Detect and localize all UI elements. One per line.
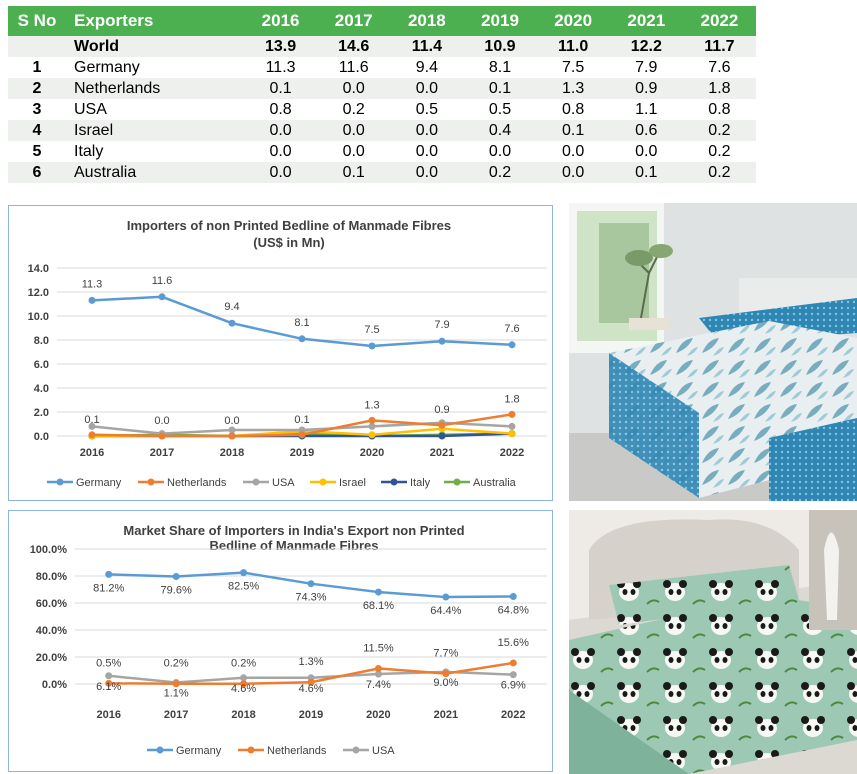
data-label-germany: 74.3% [295, 591, 327, 604]
cell-value: 1.8 [683, 78, 756, 99]
data-label-netherlands: 0.1 [84, 413, 100, 426]
data-label-germany: 68.1% [362, 600, 395, 613]
data-label-netherlands: 11.5% [363, 642, 394, 655]
data-point-netherlands [375, 665, 382, 672]
cell-sno [8, 36, 66, 57]
cell-value: 0.1 [244, 78, 317, 99]
y-tick-label: 12.0 [27, 287, 49, 299]
cell-exporter-name: Netherlands [66, 78, 244, 99]
cell-value: 0.0 [463, 141, 536, 162]
bedsheet-photo-blue-leaves [569, 203, 857, 501]
data-point-germany [369, 343, 376, 350]
cell-value: 0.0 [317, 78, 390, 99]
cell-value: 1.1 [610, 99, 683, 120]
y-tick-label: 0.0% [41, 679, 67, 691]
cell-value: 0.0 [390, 162, 463, 183]
data-label-netherlands: 0.0 [154, 415, 170, 427]
data-label-germany: 81.2% [93, 582, 125, 595]
y-tick-label: 8.0 [33, 335, 49, 347]
cell-value: 0.2 [683, 120, 756, 141]
cell-value: 0.9 [610, 78, 683, 99]
x-tick-label: 2019 [289, 447, 315, 459]
data-label-netherlands: 0.2% [163, 657, 189, 670]
x-tick-label: 2021 [429, 447, 455, 459]
cell-value: 0.5 [390, 99, 463, 120]
cell-value: 0.0 [610, 141, 683, 162]
x-tick-label: 2020 [359, 447, 385, 459]
cell-value: 0.0 [317, 141, 390, 162]
data-point-germany [510, 593, 517, 600]
data-point-germany [229, 320, 236, 327]
data-point-germany [105, 571, 112, 578]
data-point-germany [509, 341, 516, 348]
data-point-netherlands [89, 431, 96, 438]
x-tick-label: 2016 [79, 447, 105, 459]
header-year: 2017 [317, 6, 390, 36]
data-point-israel [509, 430, 516, 437]
cell-value: 0.0 [390, 78, 463, 99]
cell-value: 0.6 [610, 120, 683, 141]
cell-value: 11.4 [390, 36, 463, 57]
data-label-usa: 6.1% [96, 680, 122, 693]
data-label-netherlands: 1.3 [364, 399, 380, 412]
data-label-germany: 11.6 [151, 274, 173, 287]
cell-exporter-name: World [66, 36, 244, 57]
cell-value: 0.2 [683, 162, 756, 183]
data-point-germany [439, 338, 446, 345]
data-label-germany: 64.8% [497, 604, 529, 617]
x-tick-label: 2021 [433, 709, 459, 721]
data-label-netherlands: 15.6% [497, 636, 529, 649]
cell-value: 0.4 [463, 120, 536, 141]
data-point-netherlands [439, 422, 446, 429]
legend-marker-netherlands [148, 479, 155, 486]
cell-value: 0.2 [463, 162, 536, 183]
cell-sno: 3 [8, 99, 66, 120]
cell-sno: 6 [8, 162, 66, 183]
market-share-chart-panel [8, 510, 553, 772]
table-row [8, 162, 756, 183]
data-point-netherlands [299, 431, 306, 438]
cell-value: 0.0 [244, 162, 317, 183]
data-label-usa: 9.0% [433, 676, 459, 689]
x-tick-label: 2018 [219, 447, 245, 459]
cell-value: 10.9 [463, 36, 536, 57]
data-point-netherlands [510, 659, 517, 666]
cell-value: 0.2 [683, 141, 756, 162]
legend-marker-germany [57, 479, 64, 486]
legend-label-australia: Australia [473, 477, 516, 489]
legend-label-usa: USA [372, 745, 395, 757]
data-point-netherlands [509, 411, 516, 418]
data-point-israel [369, 431, 376, 438]
data-label-netherlands: 0.5% [96, 657, 122, 670]
table-row [8, 120, 756, 141]
data-point-germany [308, 580, 315, 587]
data-point-usa [510, 671, 517, 678]
cell-value: 11.0 [537, 36, 610, 57]
cell-exporter-name: Australia [66, 162, 244, 183]
chart-title: Importers of non Printed Bedline of Manmade Fibres [126, 218, 452, 233]
x-tick-label: 2017 [149, 447, 175, 459]
data-point-netherlands [159, 433, 166, 440]
x-tick-label: 2019 [298, 709, 324, 721]
table-header-row [8, 6, 756, 36]
y-tick-label: 6.0 [33, 359, 49, 371]
cell-value: 0.8 [683, 99, 756, 120]
data-label-germany: 79.6% [160, 584, 192, 597]
header-year: 2022 [683, 6, 756, 36]
cell-value: 9.4 [390, 57, 463, 78]
cell-value: 0.1 [537, 120, 610, 141]
data-point-usa [105, 672, 112, 679]
x-tick-label: 2020 [366, 709, 391, 721]
cell-value: 0.0 [244, 120, 317, 141]
y-tick-label: 4.0 [33, 383, 49, 395]
market-share-line-chart [9, 511, 552, 771]
cell-sno: 5 [8, 141, 66, 162]
cell-value: 0.8 [244, 99, 317, 120]
bedsheet-photo-panda [569, 510, 857, 774]
cell-value: 7.5 [537, 57, 610, 78]
data-point-germany [442, 594, 449, 601]
chart-subtitle: (US$ in Mn) [253, 235, 325, 250]
table-row-world [8, 36, 756, 57]
legend-marker-netherlands [248, 747, 255, 754]
data-point-italy [439, 433, 446, 440]
data-label-germany: 64.4% [430, 605, 462, 618]
cell-value: 0.2 [317, 99, 390, 120]
cell-value: 0.0 [317, 120, 390, 141]
x-tick-label: 2017 [163, 709, 189, 721]
cell-value: 0.0 [390, 141, 463, 162]
chart-title: Market Share of Importers in India's Export non Printed Bedline of Manmade Fibres [123, 523, 465, 553]
cell-value: 11.3 [244, 57, 317, 78]
y-tick-label: 20.0% [35, 652, 67, 664]
data-label-germany: 9.4 [224, 301, 240, 314]
header-sno: S No [8, 6, 66, 36]
data-label-germany: 7.9 [434, 319, 450, 332]
data-point-germany [173, 573, 180, 580]
cell-value: 0.1 [463, 78, 536, 99]
header-exporters: Exporters [66, 6, 244, 36]
legend-label-italy: Italy [410, 477, 431, 489]
data-point-netherlands [229, 433, 236, 440]
table-row [8, 57, 756, 78]
legend-label-netherlands: Netherlands [167, 477, 227, 489]
y-tick-label: 80.0% [35, 571, 67, 583]
table-row [8, 78, 756, 99]
legend-label-usa: USA [272, 477, 295, 489]
legend-marker-israel [320, 479, 327, 486]
data-point-usa [509, 423, 516, 430]
cell-exporter-name: USA [66, 99, 244, 120]
exporters-table [8, 6, 756, 183]
cell-sno: 4 [8, 120, 66, 141]
data-point-netherlands [173, 680, 180, 687]
table-row [8, 99, 756, 120]
chart-legend [147, 745, 395, 757]
data-label-usa: 4.6% [298, 682, 324, 695]
cell-value: 8.1 [463, 57, 536, 78]
cell-exporter-name: Israel [66, 120, 244, 141]
header-year: 2016 [244, 6, 317, 36]
legend-label-netherlands: Netherlands [267, 745, 327, 757]
x-tick-label: 2022 [501, 709, 526, 721]
cell-value: 0.0 [244, 141, 317, 162]
cell-exporter-name: Germany [66, 57, 244, 78]
cell-value: 11.7 [683, 36, 756, 57]
cell-value: 0.0 [537, 162, 610, 183]
header-year: 2018 [390, 6, 463, 36]
legend-label-germany: Germany [176, 745, 222, 757]
data-label-usa: 7.4% [365, 679, 391, 692]
y-tick-label: 10.0 [27, 311, 49, 323]
cell-sno: 1 [8, 57, 66, 78]
data-label-germany: 82.5% [227, 580, 260, 593]
header-year: 2019 [463, 6, 536, 36]
y-tick-label: 14.0 [27, 263, 49, 275]
data-point-germany [240, 569, 247, 576]
data-label-germany: 7.6 [504, 322, 520, 335]
cell-value: 0.1 [610, 162, 683, 183]
data-label-netherlands: 0.9 [434, 404, 450, 417]
header-year: 2021 [610, 6, 683, 36]
cell-value: 0.0 [537, 141, 610, 162]
data-label-germany: 8.1 [294, 316, 310, 329]
data-point-netherlands [369, 417, 376, 424]
data-point-germany [375, 589, 382, 596]
legend-marker-germany [157, 747, 164, 754]
cell-value: 0.5 [463, 99, 536, 120]
data-label-usa: 6.9% [500, 679, 526, 692]
cell-value: 0.1 [317, 162, 390, 183]
data-label-usa: 4.6% [231, 682, 257, 695]
y-tick-label: 0.0 [33, 431, 49, 443]
legend-marker-italy [391, 479, 398, 486]
importers-chart-panel [8, 205, 553, 501]
cell-value: 11.6 [317, 57, 390, 78]
legend-label-germany: Germany [76, 477, 122, 489]
data-point-germany [299, 335, 306, 342]
cell-value: 0.8 [537, 99, 610, 120]
data-label-germany: 11.3 [81, 278, 103, 291]
data-label-netherlands: 0.1 [294, 413, 310, 426]
data-label-usa: 1.1% [163, 687, 189, 700]
data-label-netherlands: 0.2% [231, 657, 257, 670]
legend-marker-usa [353, 747, 360, 754]
data-label-netherlands: 0.0 [224, 415, 240, 427]
data-label-netherlands: 1.8 [504, 393, 520, 406]
table-row [8, 141, 756, 162]
legend-marker-usa [253, 479, 260, 486]
data-point-germany [89, 297, 96, 304]
data-label-netherlands: 7.7% [433, 647, 459, 660]
x-tick-label: 2016 [96, 709, 121, 721]
data-point-germany [159, 293, 166, 300]
y-tick-label: 60.0% [35, 598, 67, 610]
cell-value: 7.6 [683, 57, 756, 78]
cell-value: 1.3 [537, 78, 610, 99]
x-tick-label: 2022 [499, 447, 525, 459]
cell-value: 13.9 [244, 36, 317, 57]
cell-value: 12.2 [610, 36, 683, 57]
y-tick-label: 2.0 [33, 407, 49, 419]
legend-marker-australia [454, 479, 461, 486]
y-tick-label: 40.0% [35, 625, 67, 637]
data-point-usa [369, 423, 376, 430]
legend-label-israel: Israel [339, 477, 366, 489]
importers-line-chart [9, 206, 552, 500]
data-label-netherlands: 1.3% [298, 656, 324, 669]
cell-value: 14.6 [317, 36, 390, 57]
cell-exporter-name: Italy [66, 141, 244, 162]
y-tick-label: 100.0% [29, 544, 67, 556]
x-tick-label: 2018 [231, 709, 256, 721]
cell-sno: 2 [8, 78, 66, 99]
data-label-germany: 7.5 [364, 324, 380, 336]
chart-legend [47, 477, 517, 489]
data-point-usa [229, 427, 236, 434]
cell-value: 7.9 [610, 57, 683, 78]
cell-value: 0.0 [390, 120, 463, 141]
header-year: 2020 [537, 6, 610, 36]
